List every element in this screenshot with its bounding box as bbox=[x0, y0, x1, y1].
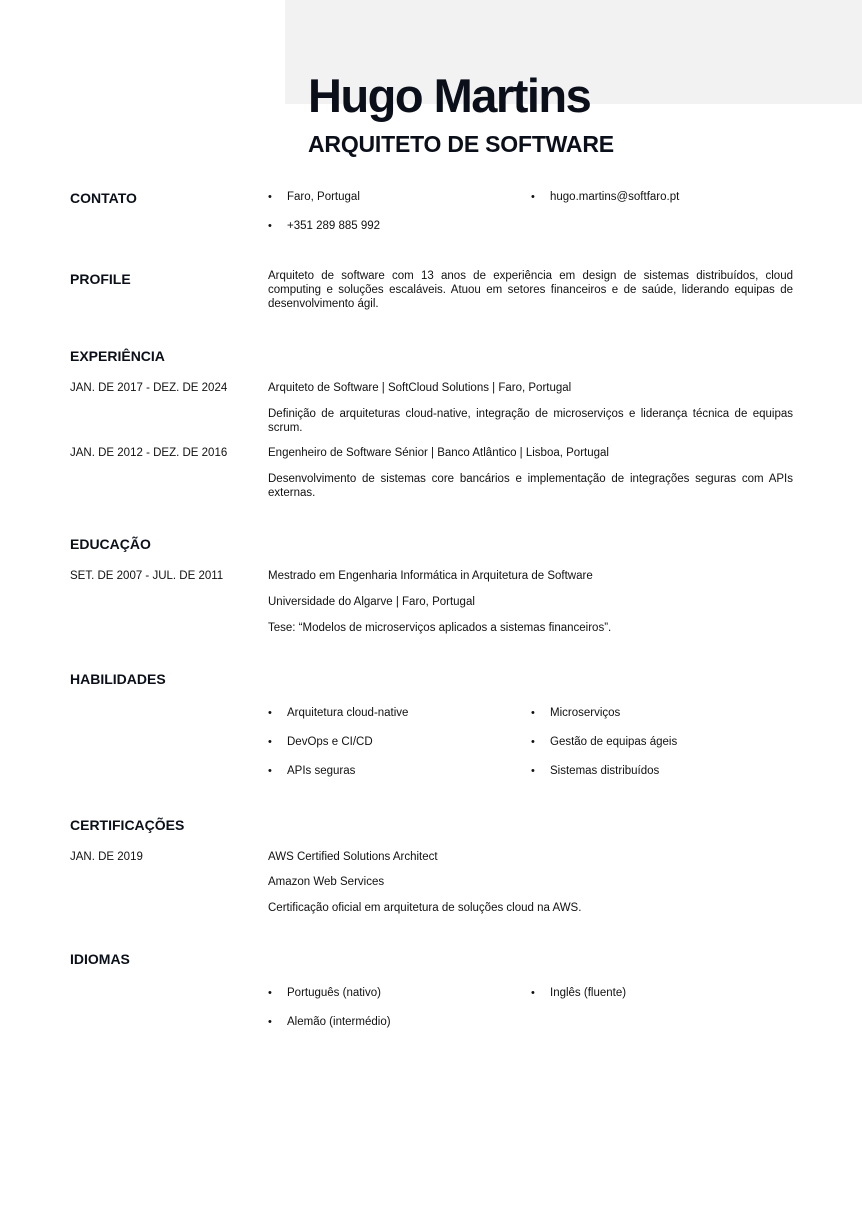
language-item: • Inglês (fluente) bbox=[531, 986, 626, 1000]
section-title-experience: EXPERIÊNCIA bbox=[70, 348, 165, 364]
profile-summary: Arquiteto de software com 13 anos de experiência em design de sistemas distribuídos, cloud computing e soluções escaláveis. Atuou em setores financeiros e de saúde, liderando equipas de desenvolvimento ágil. bbox=[268, 270, 793, 310]
experience-dates: JAN. DE 2012 - DEZ. DE 2016 bbox=[70, 447, 228, 459]
experience-position: Engenheiro de Software Sénior | Banco Atlântico | Lisboa, Portugal bbox=[268, 447, 609, 459]
section-title-certifications: CERTIFICAÇÕES bbox=[70, 817, 185, 833]
contact-phone: • +351 289 885 992 bbox=[268, 219, 380, 233]
education-school: Universidade do Algarve | Faro, Portugal bbox=[268, 596, 475, 608]
section-title-skills: HABILIDADES bbox=[70, 671, 166, 687]
certification-date: JAN. DE 2019 bbox=[70, 851, 143, 863]
contact-location: • Faro, Portugal bbox=[268, 190, 360, 204]
language-item: • Alemão (intermédio) bbox=[268, 1015, 391, 1029]
candidate-name: Hugo Martins bbox=[308, 69, 591, 122]
education-dates: SET. DE 2007 - JUL. DE 2011 bbox=[70, 570, 224, 582]
skill-item: • Microserviços bbox=[531, 706, 620, 720]
skill-item: • DevOps e CI/CD bbox=[268, 735, 373, 749]
education-degree: Mestrado em Engenharia Informática in Arquitetura de Software bbox=[268, 570, 593, 582]
skill-item: • Gestão de equipas ágeis bbox=[531, 735, 677, 749]
experience-dates: JAN. DE 2017 - DEZ. DE 2024 bbox=[70, 382, 228, 394]
skill-item: • APIs seguras bbox=[268, 764, 355, 778]
language-item: • Português (nativo) bbox=[268, 986, 381, 1000]
experience-position: Arquiteto de Software | SoftCloud Solutions | Faro, Portugal bbox=[268, 382, 572, 394]
job-title: ARQUITETO DE SOFTWARE bbox=[308, 131, 614, 157]
section-title-languages: IDIOMAS bbox=[70, 951, 130, 967]
certification-name: AWS Certified Solutions Architect bbox=[268, 851, 438, 863]
section-title-education: EDUCAÇÃO bbox=[70, 536, 151, 552]
section-title-profile: PROFILE bbox=[70, 271, 131, 287]
experience-description: Desenvolvimento de sistemas core bancários e implementação de integrações seguras com APIs externas. bbox=[268, 473, 793, 499]
certification-description: Certificação oficial em arquitetura de soluções cloud na AWS. bbox=[268, 902, 582, 914]
skill-item: • Sistemas distribuídos bbox=[531, 764, 659, 778]
contact-email: • hugo.martins@softfaro.pt bbox=[531, 190, 679, 204]
certification-issuer: Amazon Web Services bbox=[268, 876, 385, 888]
section-title-contact: CONTATO bbox=[70, 190, 137, 206]
skill-item: • Arquitetura cloud-native bbox=[268, 706, 408, 720]
experience-description: Definição de arquiteturas cloud-native, integração de microserviços e liderança técnica de equipas scrum. bbox=[268, 408, 793, 434]
education-thesis: Tese: “Modelos de microserviços aplicados a sistemas financeiros”. bbox=[268, 622, 612, 634]
